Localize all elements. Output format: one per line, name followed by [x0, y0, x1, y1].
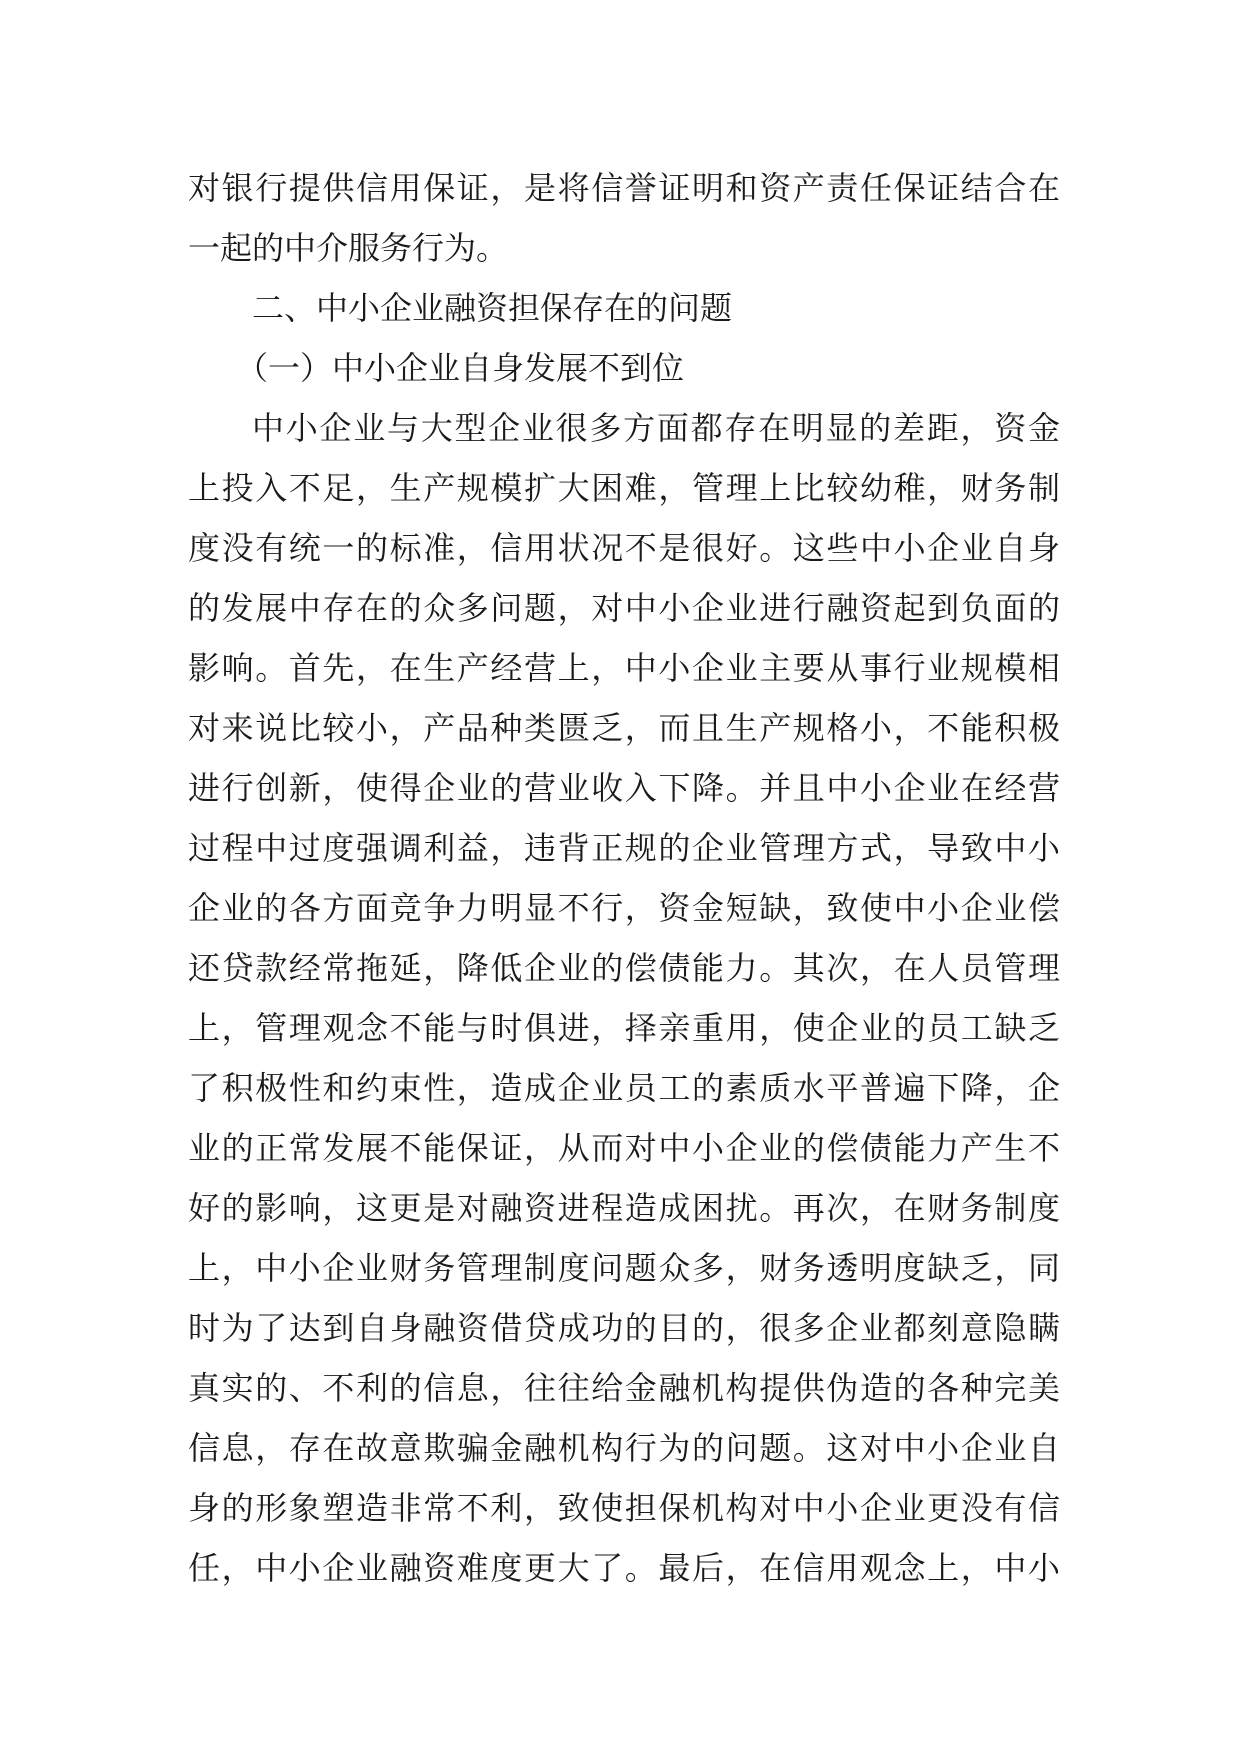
text-line: 任，中小企业融资难度更大了。最后，在信用观念上，中小 — [188, 1549, 1060, 1587]
subsection-heading: （一）中小企业自身发展不到位 — [236, 349, 685, 387]
text-line: 好的影响，这更是对融资进程造成困扰。再次，在财务制度 — [188, 1189, 1060, 1227]
text-line: 上，管理观念不能与时俱进，择亲重用，使企业的员工缺乏 — [188, 1009, 1060, 1047]
text-line: 还贷款经常拖延，降低企业的偿债能力。其次，在人员管理 — [188, 949, 1060, 987]
text-line: 过程中过度强调利益，违背正规的企业管理方式，导致中小 — [188, 829, 1060, 867]
text-line: 上，中小企业财务管理制度问题众多，财务透明度缺乏，同 — [188, 1249, 1060, 1287]
text-line: 进行创新，使得企业的营业收入下降。并且中小企业在经营 — [188, 769, 1060, 807]
text-line: 身的形象塑造非常不利，致使担保机构对中小企业更没有信 — [188, 1489, 1060, 1527]
body-text — [188, 158, 1060, 1598]
text-line: 真实的、不利的信息，往往给金融机构提供伪造的各种完美 — [188, 1369, 1060, 1407]
text-line: 对来说比较小，产品种类匮乏，而且生产规格小，不能积极 — [188, 709, 1060, 747]
text-line: 上投入不足，生产规模扩大困难，管理上比较幼稚，财务制 — [188, 469, 1060, 507]
text-line: 了积极性和约束性，造成企业员工的素质水平普遍下降，企 — [188, 1069, 1060, 1107]
text-line: 度没有统一的标准，信用状况不是很好。这些中小企业自身 — [188, 529, 1060, 567]
section-heading: 二、中小企业融资担保存在的问题 — [252, 289, 733, 327]
text-line: 时为了达到自身融资借贷成功的目的，很多企业都刻意隐瞒 — [188, 1309, 1060, 1347]
text-line: 对银行提供信用保证，是将信誉证明和资产责任保证结合在 — [188, 169, 1060, 207]
text-line: 企业的各方面竞争力明显不行，资金短缺，致使中小企业偿 — [188, 889, 1060, 927]
text-line: 一起的中介服务行为。 — [188, 229, 509, 267]
text-line: 影响。首先，在生产经营上，中小企业主要从事行业规模相 — [188, 649, 1060, 687]
text-line: 信息，存在故意欺骗金融机构行为的问题。这对中小企业自 — [188, 1429, 1060, 1467]
text-line: 的发展中存在的众多问题，对中小企业进行融资起到负面的 — [188, 589, 1060, 627]
text-line: 业的正常发展不能保证，从而对中小企业的偿债能力产生不 — [188, 1129, 1060, 1167]
text-line: 中小企业与大型企业很多方面都存在明显的差距，资金 — [252, 409, 1060, 447]
